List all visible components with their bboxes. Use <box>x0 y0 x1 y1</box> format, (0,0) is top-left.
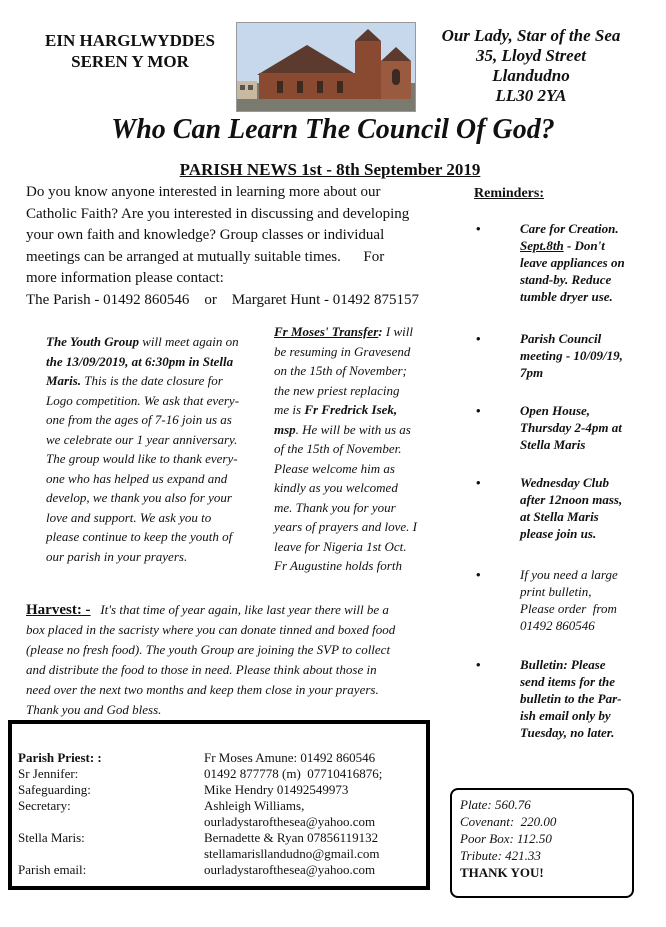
contact-label: Parish email: <box>18 862 87 877</box>
reminder-text: - Don't <box>563 238 605 253</box>
reminder-text: bulletin to the Par- <box>520 691 622 706</box>
reminder-text: Tuesday, no later. <box>520 725 615 740</box>
youth-text: love and support. We ask you to <box>46 509 212 525</box>
youth-text: our parish in your prayers. <box>46 548 188 564</box>
bullet-icon: • <box>476 331 481 346</box>
contact-value: 01492 877778 (m) 07710416876; <box>204 766 383 781</box>
youth-text: develop, we thank you also for your <box>46 490 232 505</box>
harvest-notice <box>26 600 444 720</box>
contact-value: Ashleigh Williams, <box>204 798 305 813</box>
intro-line: Do you know anyone interested in learning more about our <box>26 184 381 200</box>
transfer-text: be resuming in Gravesend <box>274 343 411 359</box>
transfer-text: I will <box>382 324 413 339</box>
plate-total: Plate: 560.76 <box>460 797 531 812</box>
transfer-text: leave for Nigeria 1st Oct. <box>274 538 407 554</box>
youth-text: one from the ages of 7-16 join us as <box>46 412 232 427</box>
transfer-text: Please welcome him as <box>274 460 395 476</box>
reminder-text: stand-by. Reduce <box>520 272 612 287</box>
address-line-4: LL30 2YA <box>495 86 567 105</box>
new-priest-order: msp <box>274 421 296 437</box>
contact-email: ourladystarofthesea@yahoo.com <box>204 814 376 829</box>
transfer-text: me is <box>274 402 305 417</box>
youth-text: one who has helped us expand and <box>46 470 228 486</box>
transfer-text: on the 15th of November; <box>274 363 407 378</box>
harvest-text: need over the next two months and keep them close in your prayers. <box>26 682 379 697</box>
reminder-text: Please order from <box>520 601 617 616</box>
youth-group-notice <box>46 332 268 566</box>
church-illustration <box>237 23 415 111</box>
transfer-text: the new priest replacing <box>274 382 400 398</box>
tribute-total: Tribute: 421.33 <box>460 848 541 863</box>
reminder-text: at Stella Maris <box>520 509 599 524</box>
reminder-text: 7pm <box>520 365 544 380</box>
reminder-text: ish email only by <box>520 708 611 723</box>
bullet-icon: • <box>476 475 481 490</box>
reminder-text: Care for Creation. <box>520 221 619 236</box>
address-line-2: 35, Lloyd Street <box>475 46 586 65</box>
contact-label: Stella Maris: <box>18 830 85 845</box>
welsh-line-1: EIN HARGLWYDDES <box>45 31 215 50</box>
reminder-text: print bulletin, <box>520 584 592 599</box>
reminder-text: Stella Maris <box>520 437 586 452</box>
contact-label: Secretary: <box>18 798 71 813</box>
harvest-text: and distribute the food to those in need. Please think about those in <box>26 662 377 677</box>
contact-email: ourladystarofthesea@yahoo.com <box>204 862 376 877</box>
transfer-text: Fr Augustine holds forth <box>274 558 402 573</box>
welsh-church-name <box>30 30 230 72</box>
contact-value: Fr Moses Amune: 01492 860546 <box>204 750 376 765</box>
contact-label: Sr Jennifer: <box>18 766 79 781</box>
bullet-icon: • <box>476 403 481 418</box>
contact-email: stellamarisllandudno@gmail.com <box>204 846 380 861</box>
harvest-text: Thank you and God bless. <box>26 702 162 717</box>
youth-text: Logo competition. We ask that every- <box>46 392 240 408</box>
transfer-text: years of prayers and love. I <box>274 519 417 534</box>
youth-text: we celebrate our 1 year anniversary. <box>46 431 238 447</box>
reminder-text: Open House, <box>520 403 591 418</box>
reminder-text: If you need a large <box>520 567 618 582</box>
contact-value: Mike Hendry 01492549973 <box>204 782 349 797</box>
page-title: Who Can Learn The Council Of God? <box>111 114 555 145</box>
contact-label: Parish Priest: : <box>18 750 102 765</box>
youth-venue: Maris. <box>46 373 82 388</box>
youth-text: please continue to keep the youth of <box>46 529 233 544</box>
youth-date: the 13/09/2019, at 6:30pm in Stella <box>46 353 234 369</box>
parish-contacts-box <box>8 720 430 890</box>
reminder-text: send items for the <box>520 674 615 689</box>
fr-moses-transfer-notice <box>274 322 444 576</box>
reminder-text: please join us. <box>520 526 597 541</box>
intro-contact-line: The Parish - 01492 860546 or Margaret Hunt - 01492 875157 <box>26 291 420 308</box>
intro-line: more information please contact: <box>26 270 224 286</box>
bullet-icon: • <box>476 567 481 582</box>
address-line-3: Llandudno <box>492 66 570 85</box>
bullet-icon: • <box>476 657 481 672</box>
youth-text: This is the date closure for <box>81 373 223 388</box>
covenant-total: Covenant: 220.00 <box>460 814 557 829</box>
reminder-text: 01492 860546 <box>520 618 595 633</box>
intro-paragraph <box>26 182 466 311</box>
new-priest-name: Fr Fredrick Isek, <box>304 402 398 417</box>
reminder-text: Wednesday Club <box>520 475 609 490</box>
church-photo <box>236 22 416 112</box>
collection-totals-box <box>450 788 634 898</box>
youth-text: The group would like to thank every- <box>46 451 238 466</box>
contact-value: Bernadette & Ryan 07856119132 <box>204 830 379 845</box>
intro-line: meetings can be arranged at mutually suitable times. For <box>26 248 385 265</box>
harvest-text: (please no fresh food). The youth Group are joining the SVP to collect <box>26 642 391 657</box>
transfer-text: me. Thank you for your <box>274 499 396 515</box>
youth-group-heading: The Youth Group <box>46 334 139 349</box>
transfer-text: of the 15th of November. <box>274 441 402 456</box>
reminder-text: Parish Council <box>520 331 602 346</box>
reminder-text: tumble dryer use. <box>520 289 613 304</box>
transfer-text: . He will be with us as <box>295 421 411 437</box>
reminders-heading: Reminders: <box>474 186 544 201</box>
contact-label: Safeguarding: <box>18 782 91 797</box>
parish-news-heading: PARISH NEWS 1st - 8th September 2019 <box>179 160 481 179</box>
transfer-heading: Fr Moses' Transfer <box>274 324 379 339</box>
reminder-text: Thursday 2-4pm at <box>520 420 622 435</box>
reminder-text: Bulletin: Please <box>520 657 606 672</box>
thank-you-text: THANK YOU! <box>460 865 544 880</box>
address-line-1: Our Lady, Star of the Sea <box>441 26 621 45</box>
church-address <box>420 26 642 106</box>
harvest-text: box placed in the sacristy where you can donate tinned and boxed food <box>26 622 396 637</box>
reminder-text: leave appliances on <box>520 255 625 270</box>
reminder-date: Sept.8th <box>520 238 564 253</box>
youth-text: will meet again on <box>138 334 239 349</box>
transfer-colon: : <box>378 324 383 339</box>
harvest-text: It's that time of year again, like last year there will be a <box>100 602 389 617</box>
reminder-text: after 12noon mass, <box>520 492 623 507</box>
welsh-line-2: SEREN Y MOR <box>71 52 189 71</box>
harvest-heading: Harvest: - <box>26 602 91 618</box>
poor-box-total: Poor Box: 112.50 <box>460 831 552 846</box>
transfer-text: kindly as you welcomed <box>274 480 398 495</box>
intro-line: Catholic Faith? Are you interested in discussing and developing <box>26 205 410 222</box>
bullet-icon: • <box>476 221 481 236</box>
intro-line: your own faith and knowledge? Group classes or individual <box>26 227 385 243</box>
reminder-text: meeting - 10/09/19, <box>520 348 623 363</box>
